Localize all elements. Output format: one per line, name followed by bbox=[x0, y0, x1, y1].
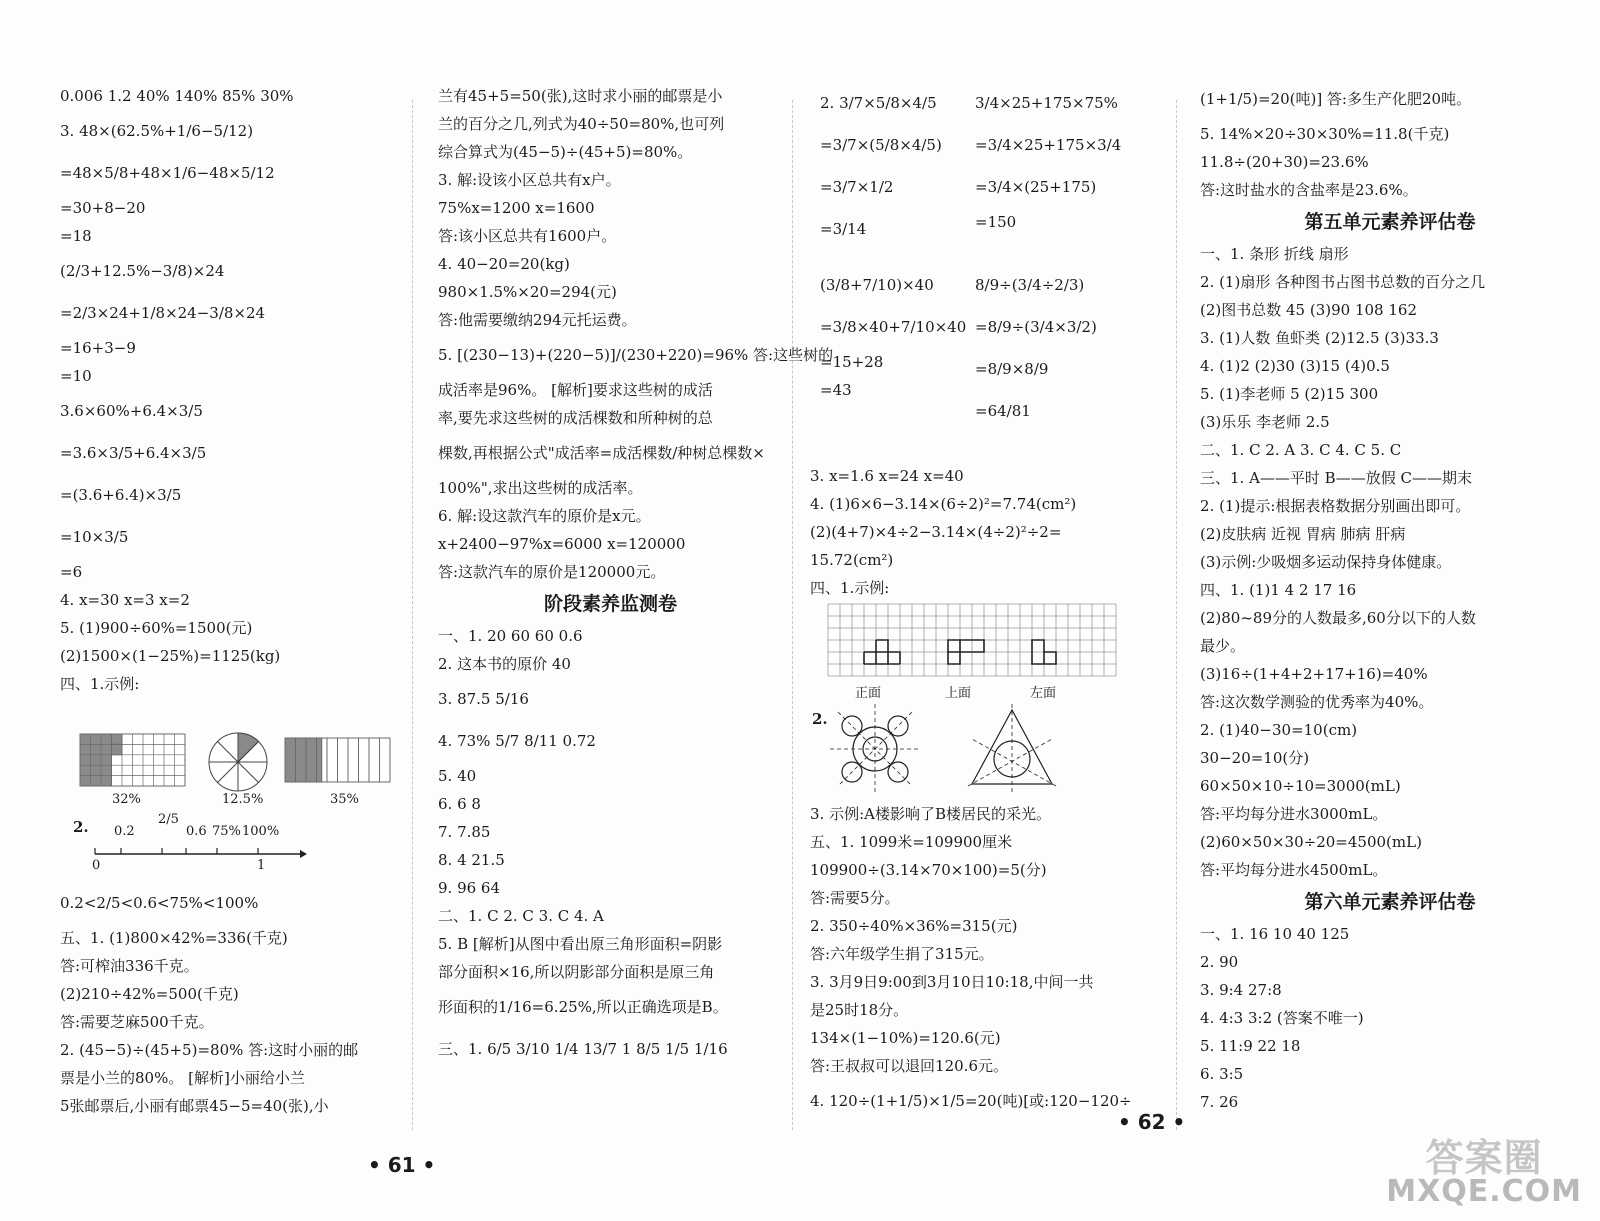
answer-line: 5. 40 bbox=[438, 767, 477, 785]
answer-line: =3/7×(5/8×4/5) bbox=[820, 136, 942, 154]
answer-line: (3)16÷(1+4+2+17+16)=40% bbox=[1200, 665, 1428, 683]
answer-column-1-lower bbox=[60, 882, 405, 1120]
answer-line: 8/9÷(3/4÷2/3) bbox=[975, 276, 1085, 294]
figure-caption: 32% bbox=[112, 792, 141, 807]
three-view-grid bbox=[828, 604, 1116, 678]
answer-line: 兰有45+5=50(张),这时求小丽的邮票是小 bbox=[438, 87, 723, 105]
answer-line: 980×1.5%×20=294(元) bbox=[438, 283, 617, 301]
answer-line: =(3.6+6.4)×3/5 bbox=[60, 486, 182, 504]
answer-line: 3. 解:设该小区总共有x户。 bbox=[438, 171, 621, 189]
answer-line: =3/7×1/2 bbox=[820, 178, 894, 196]
pie-figure bbox=[209, 733, 267, 791]
question-number: 2. bbox=[73, 818, 89, 836]
answer-line: 100%",求出这些树的成活率。 bbox=[438, 479, 643, 497]
answer-line: =6 bbox=[60, 563, 83, 581]
answer-line: =8/9÷(3/4×3/2) bbox=[975, 318, 1097, 336]
page-number-left: • 61 • bbox=[368, 1153, 436, 1177]
answer-line: 3.6×60%+6.4×3/5 bbox=[60, 402, 203, 420]
answer-line: =16+3−9 bbox=[60, 339, 136, 357]
answer-line: 率,要先求这些树的成活棵数和所种树的总 bbox=[438, 409, 713, 427]
answer-line: 5. (1)李老师 5 (2)15 300 bbox=[1200, 385, 1379, 403]
answer-line: 五、1. (1)800×42%=336(千克) bbox=[60, 929, 288, 947]
answer-line: x+2400−97%x=6000 x=120000 bbox=[438, 535, 686, 553]
answer-line: 5. (1)900÷60%=1500(元) bbox=[60, 619, 253, 637]
answer-line: 三、1. 6/5 3/10 1/4 13/7 1 8/5 1/5 1/16 bbox=[438, 1040, 728, 1058]
answer-line: (2)1500×(1−25%)=1125(kg) bbox=[60, 647, 281, 665]
answer-line: (3)示例:少吸烟多运动保持身体健康。 bbox=[1200, 553, 1452, 571]
answer-line: 30−20=10(分) bbox=[1200, 749, 1310, 767]
answer-line: 60×50×10÷10=3000(mL) bbox=[1200, 777, 1401, 795]
figure-caption: 12.5% bbox=[222, 792, 264, 807]
answer-line: 3. 48×(62.5%+1/6−5/12) bbox=[60, 122, 254, 140]
watermark-text-cn: 答案圈 bbox=[1425, 1136, 1543, 1180]
answer-line: =3/14 bbox=[820, 220, 867, 238]
strip-figure bbox=[285, 738, 390, 782]
answer-line: (3)乐乐 李老师 2.5 bbox=[1200, 413, 1330, 431]
answer-line: 6. 解:设这款汽车的原价是x元。 bbox=[438, 507, 651, 525]
answer-line: 是25时18分。 bbox=[810, 1001, 909, 1019]
answer-line: 三、1. A——平时 B——放假 C——期末 bbox=[1200, 469, 1472, 487]
answer-line: =8/9×8/9 bbox=[975, 360, 1049, 378]
answer-line: 2. 90 bbox=[1200, 953, 1239, 971]
number-line-label: 0.2 bbox=[114, 824, 135, 839]
number-line-label: 2/5 bbox=[158, 812, 179, 827]
answer-line: (2)210÷42%=500(千克) bbox=[60, 985, 239, 1003]
answer-line: 3. 示例:A楼影响了B楼居民的采光。 bbox=[810, 805, 1051, 823]
answer-line: 134×(1−10%)=120.6(元) bbox=[810, 1029, 1001, 1047]
answer-line: (2/3+12.5%−3/8)×24 bbox=[60, 262, 225, 280]
answer-line: 答:王叔叔可以退回120.6元。 bbox=[810, 1057, 1008, 1075]
answer-line: (1+1/5)=20(吨)] 答:多生产化肥20吨。 bbox=[1200, 90, 1472, 108]
column-divider bbox=[412, 100, 413, 1130]
answer-line: 2. 3/7×5/8×4/5 bbox=[820, 94, 937, 112]
answer-line: 答:这次数学测验的优秀率为40%。 bbox=[1200, 693, 1434, 711]
answer-line: 9. 96 64 bbox=[438, 879, 501, 897]
view-label: 上面 bbox=[945, 686, 972, 701]
answer-line: 3. 9:4 27:8 bbox=[1200, 981, 1282, 999]
answer-line: 一、1. 20 60 60 0.6 bbox=[438, 627, 583, 645]
answer-line: 5. B [解析]从图中看出原三角形面积=阴影 bbox=[438, 935, 723, 953]
answer-line: =3/8×40+7/10×40 bbox=[820, 318, 967, 336]
answer-line: 7. 7.85 bbox=[438, 823, 491, 841]
answer-line: 二、1. C 2. C 3. C 4. A bbox=[438, 907, 604, 925]
answer-line: 4. 73% 5/7 8/11 0.72 bbox=[438, 732, 596, 750]
answer-line: 部分面积×16,所以阴影部分面积是原三角 bbox=[438, 963, 715, 981]
answer-line: (2)80~89分的人数最多,60分以下的人数 bbox=[1200, 609, 1476, 627]
answer-line: 2. 这本书的原价 40 bbox=[438, 655, 571, 673]
number-line-label: 1 bbox=[257, 858, 266, 873]
answer-line: 4. (1)6×6−3.14×(6÷2)²=7.74(cm²) bbox=[810, 495, 1077, 513]
answer-line: =43 bbox=[820, 381, 852, 399]
answer-line: 答:这时盐水的含盐率是23.6%。 bbox=[1200, 181, 1418, 199]
column-divider bbox=[792, 100, 793, 1130]
answer-line: (2)图书总数 45 (3)90 108 162 bbox=[1200, 301, 1418, 319]
answer-line: 答:需要5分。 bbox=[810, 889, 900, 907]
answer-column-3-left bbox=[820, 82, 980, 404]
answer-line: (2)(4+7)×4÷2−3.14×(4÷2)²÷2= bbox=[810, 523, 1062, 541]
answer-line: 四、1.示例: bbox=[810, 579, 890, 597]
view-label: 正面 bbox=[855, 686, 882, 701]
answer-line: 8. 4 21.5 bbox=[438, 851, 505, 869]
answer-line: 3. 3月9日9:00到3月10日10:18,中间一共 bbox=[810, 973, 1094, 991]
answer-line: 一、1. 条形 折线 扇形 bbox=[1200, 245, 1349, 263]
answer-line: 5. 11:9 22 18 bbox=[1200, 1037, 1301, 1055]
answer-line: 2. (1)扇形 各种图书占图书总数的百分之几 bbox=[1200, 273, 1486, 291]
answer-line: 答:平均每分进水3000mL。 bbox=[1200, 805, 1388, 823]
answer-line: 二、1. C 2. A 3. C 4. C 5. C bbox=[1200, 441, 1402, 459]
answer-line: =15+28 bbox=[820, 353, 884, 371]
answer-line: 6. 6 8 bbox=[438, 795, 481, 813]
section-title: 阶段素养监测卷 bbox=[543, 593, 677, 615]
answer-line: 5. [(230−13)+(220−5)]/(230+220)=96% 答:这些树的 bbox=[438, 346, 834, 364]
answer-line: =10 bbox=[60, 367, 92, 385]
answer-column-4 bbox=[1200, 78, 1580, 1116]
answer-line: 4. 4:3 3:2 (答案不唯一) bbox=[1200, 1009, 1364, 1027]
answer-line: 最少。 bbox=[1200, 637, 1246, 655]
answer-line: 答:该小区总共有1600户。 bbox=[438, 227, 617, 245]
answer-line: (2)60×50×30÷20=4500(mL) bbox=[1200, 833, 1422, 851]
answer-line: 75%x=1200 x=1600 bbox=[438, 199, 595, 217]
answer-line: 4. 120÷(1+1/5)×1/5=20(吨)[或:120−120÷ bbox=[810, 1092, 1132, 1110]
answer-line: 4. 40−20=20(kg) bbox=[438, 255, 570, 273]
answer-line: (3/8+7/10)×40 bbox=[820, 276, 934, 294]
answer-column-3-lower bbox=[810, 800, 1170, 1122]
answer-column-2 bbox=[438, 82, 834, 1070]
answer-line: =48×5/8+48×1/6−48×5/12 bbox=[60, 164, 275, 182]
answer-line: =2/3×24+1/8×24−3/8×24 bbox=[60, 304, 266, 322]
section-title: 第六单元素养评估卷 bbox=[1304, 891, 1476, 913]
answer-line: 一、1. 16 10 40 125 bbox=[1200, 925, 1350, 943]
answer-line: 2. (1)40−30=10(cm) bbox=[1200, 721, 1358, 739]
answer-line: =30+8−20 bbox=[60, 199, 146, 217]
answer-column-3-right bbox=[975, 82, 1165, 432]
answer-line: (2)皮肤病 近视 胃病 肺病 肝病 bbox=[1200, 525, 1406, 543]
answer-line: 答:他需要缴纳294元托运费。 bbox=[438, 311, 637, 329]
answer-line: =10×3/5 bbox=[60, 528, 129, 546]
answer-line: 15.72(cm²) bbox=[810, 551, 894, 569]
column-divider bbox=[1176, 100, 1177, 1130]
answer-line: 0.006 1.2 40% 140% 85% 30% bbox=[60, 87, 294, 105]
answer-line: 棵数,再根据公式"成活率=成活棵数/种树总棵数× bbox=[438, 444, 765, 462]
answer-line: 3/4×25+175×75% bbox=[975, 94, 1118, 112]
answer-line: 3. 87.5 5/16 bbox=[438, 690, 529, 708]
number-line-label: 0 bbox=[92, 858, 101, 873]
answer-line: 0.2<2/5<0.6<75%<100% bbox=[60, 894, 259, 912]
view-label: 左面 bbox=[1030, 686, 1057, 701]
answer-line: 四、1.示例: bbox=[60, 675, 140, 693]
answer-line: =3/4×(25+175) bbox=[975, 178, 1097, 196]
answer-line: 4. (1)2 (2)30 (3)15 (4)0.5 bbox=[1200, 357, 1390, 375]
answer-line: 11.8÷(20+30)=23.6% bbox=[1200, 153, 1369, 171]
answer-line: 2. (45−5)÷(45+5)=80% 答:这时小丽的邮 bbox=[60, 1041, 359, 1059]
answer-line: 四、1. (1)1 4 2 17 16 bbox=[1200, 581, 1357, 599]
answer-line: 答:六年级学生捐了315元。 bbox=[810, 945, 994, 963]
answer-line: =150 bbox=[975, 213, 1017, 231]
answer-line: 5张邮票后,小丽有邮票45−5=40(张),小 bbox=[60, 1097, 329, 1115]
answer-line: 综合算式为(45−5)÷(45+5)=80%。 bbox=[438, 143, 693, 161]
answer-column-3-mid bbox=[810, 462, 1170, 602]
answer-line: 成活率是96%。 [解析]要求这些树的成活 bbox=[438, 381, 713, 399]
answer-line: 109900÷(3.14×70×100)=5(分) bbox=[810, 861, 1047, 879]
answer-line: 3. x=1.6 x=24 x=40 bbox=[810, 467, 964, 485]
answer-line: 答:这款汽车的原价是120000元。 bbox=[438, 563, 666, 581]
number-line-label: 100% bbox=[242, 824, 280, 839]
watermark-logo bbox=[1386, 1136, 1582, 1209]
answer-line: 3. (1)人数 鱼虾类 (2)12.5 (3)33.3 bbox=[1200, 329, 1439, 347]
answer-line: 答:平均每分进水4500mL。 bbox=[1200, 861, 1388, 879]
question-number: 2. bbox=[812, 710, 828, 728]
symmetry-figures bbox=[830, 704, 1100, 794]
answer-line: 2. (1)提示:根据表格数据分别画出即可。 bbox=[1200, 497, 1471, 515]
answer-line: 7. 26 bbox=[1200, 1093, 1239, 1111]
answer-line: 票是小兰的80%。 [解析]小丽给小兰 bbox=[60, 1069, 305, 1087]
answer-line: 4. x=30 x=3 x=2 bbox=[60, 591, 190, 609]
answer-line: 6. 3:5 bbox=[1200, 1065, 1244, 1083]
watermark-text-en: MXQE.COM bbox=[1386, 1174, 1582, 1209]
answer-line: 五、1. 1099米=109900厘米 bbox=[810, 833, 1013, 851]
answer-line: 2. 350÷40%×36%=315(元) bbox=[810, 917, 1018, 935]
answer-line: 形面积的1/16=6.25%,所以正确选项是B。 bbox=[438, 998, 728, 1016]
answer-line: =3.6×3/5+6.4×3/5 bbox=[60, 444, 207, 462]
answer-line: 兰的百分之几,列式为40÷50=80%,也可列 bbox=[438, 115, 725, 133]
answer-column-1 bbox=[60, 82, 405, 698]
answer-line: 答:需要芝麻500千克。 bbox=[60, 1013, 214, 1031]
answer-line: =18 bbox=[60, 227, 92, 245]
figure-caption: 35% bbox=[330, 792, 359, 807]
answer-line: =64/81 bbox=[975, 402, 1031, 420]
number-line-label: 0.6 bbox=[186, 824, 207, 839]
answer-line: 5. 14%×20÷30×30%=11.8(千克) bbox=[1200, 125, 1450, 143]
section-title: 第五单元素养评估卷 bbox=[1304, 211, 1476, 233]
page-number-right: • 62 • bbox=[1118, 1110, 1186, 1134]
answer-line: =3/4×25+175×3/4 bbox=[975, 136, 1122, 154]
answer-line: 答:可榨油336千克。 bbox=[60, 957, 199, 975]
number-line-label: 75% bbox=[212, 824, 241, 839]
